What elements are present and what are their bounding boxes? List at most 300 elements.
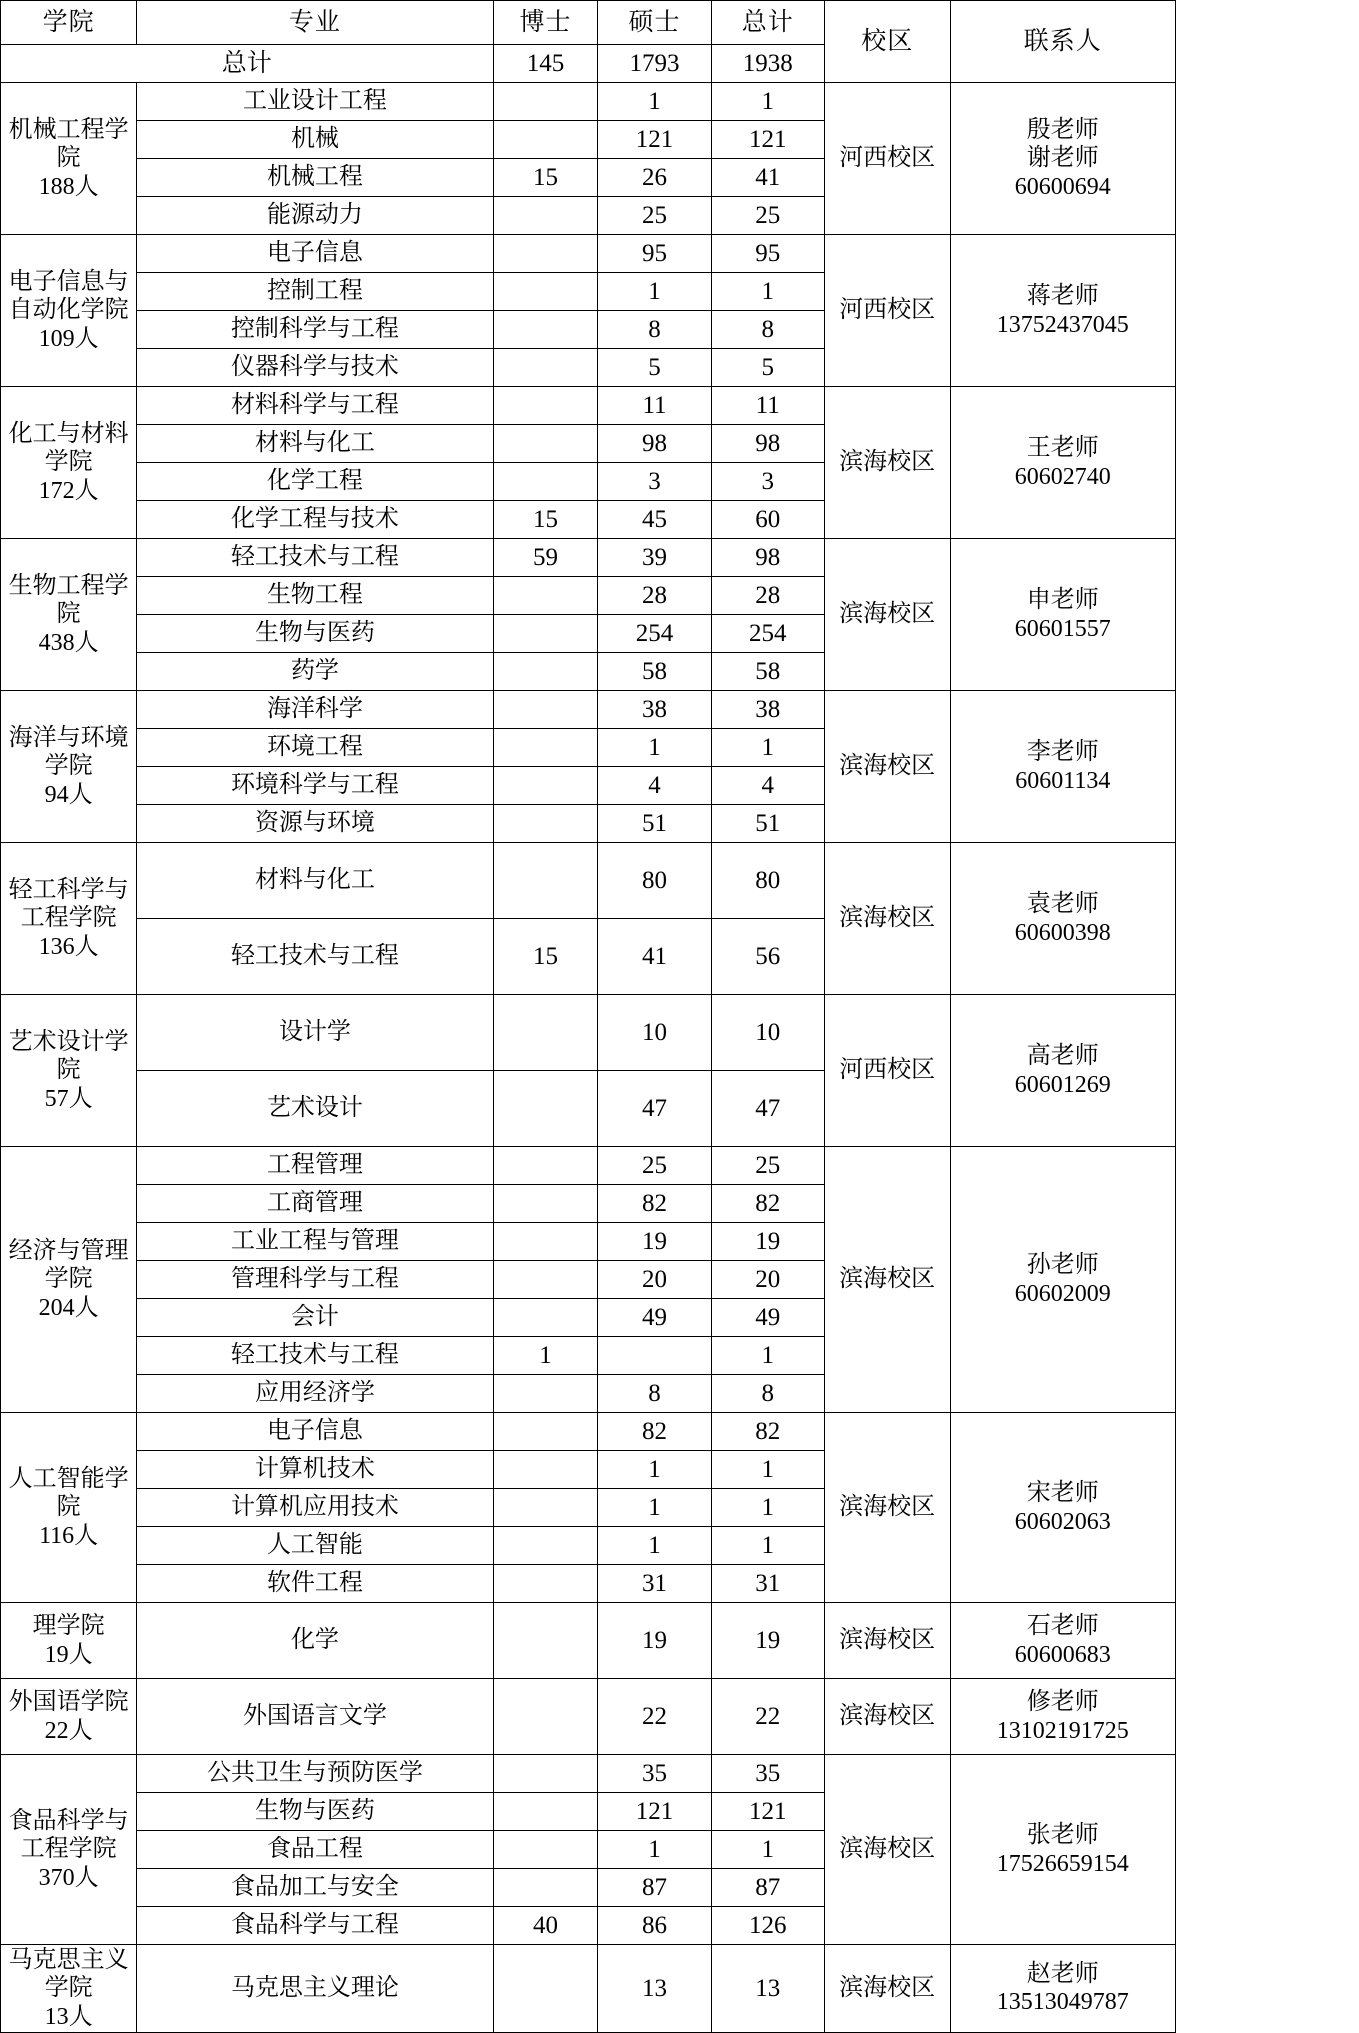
- phd-count-cell: [493, 577, 598, 615]
- major-cell: 工业设计工程: [137, 83, 493, 121]
- college-cell: [1, 387, 137, 539]
- table-row: [1, 1755, 1176, 1793]
- college-cell-line: 学院: [44, 449, 93, 476]
- contact-cell-line: 高老师: [1026, 1043, 1099, 1070]
- total-count-cell: 19: [711, 1603, 824, 1679]
- major-cell: 控制科学与工程: [137, 311, 493, 349]
- campus-cell: 滨海校区: [824, 843, 950, 995]
- phd-count-cell: [493, 1869, 598, 1907]
- college-cell: [1, 995, 137, 1147]
- college-cell-line: 轻工科学与: [8, 877, 129, 904]
- contact-cell-line: 13513049787: [996, 1989, 1129, 2016]
- total-count-cell: 82: [711, 1413, 824, 1451]
- major-cell: 海洋科学: [137, 691, 493, 729]
- header-master: 硕士: [598, 1, 711, 45]
- total-count-cell: 51: [711, 805, 824, 843]
- college-cell-line: 外国语学院: [8, 1689, 129, 1716]
- table-row: [1, 539, 1176, 577]
- table-header-row: [1, 1, 1176, 45]
- major-cell: 工商管理: [137, 1185, 493, 1223]
- contact-cell: [950, 691, 1175, 843]
- contact-cell-line: 60602063: [1014, 1508, 1111, 1535]
- major-cell: 环境科学与工程: [137, 767, 493, 805]
- table-row: [1, 387, 1176, 425]
- total-count-cell: 35: [711, 1755, 824, 1793]
- header-campus: 校区: [824, 1, 950, 83]
- contact-cell-line: 13752437045: [996, 311, 1129, 338]
- master-count-cell: 8: [598, 1375, 711, 1413]
- college-cell: [1, 83, 137, 235]
- master-count-cell: 121: [598, 121, 711, 159]
- major-cell: 化学: [137, 1603, 493, 1679]
- master-count-cell: 19: [598, 1223, 711, 1261]
- major-cell: 仪器科学与技术: [137, 349, 493, 387]
- college-cell-line: 57人: [44, 1085, 93, 1112]
- college-cell-line: 438人: [38, 629, 99, 656]
- campus-cell: 河西校区: [824, 995, 950, 1147]
- phd-count-cell: [493, 805, 598, 843]
- total-count-cell: 8: [711, 1375, 824, 1413]
- total-count-cell: 20: [711, 1261, 824, 1299]
- contact-cell: [950, 1945, 1175, 2033]
- phd-count-cell: 1: [493, 1337, 598, 1375]
- college-cell-line: 理学院: [32, 1613, 105, 1640]
- phd-count-cell: [493, 1223, 598, 1261]
- total-count-cell: 80: [711, 843, 824, 919]
- total-count-cell: 3: [711, 463, 824, 501]
- phd-count-cell: [493, 1679, 598, 1755]
- master-count-cell: 25: [598, 1147, 711, 1185]
- campus-cell: 滨海校区: [824, 1755, 950, 1945]
- total-count-cell: 4: [711, 767, 824, 805]
- phd-count-cell: [493, 387, 598, 425]
- contact-cell-line: 孙老师: [1026, 1252, 1099, 1279]
- campus-cell: 滨海校区: [824, 1945, 950, 2033]
- phd-count-cell: [493, 83, 598, 121]
- total-count-cell: 1: [711, 83, 824, 121]
- contact-cell-line: 60601557: [1014, 615, 1111, 642]
- contact-cell-line: 修老师: [1026, 1689, 1099, 1716]
- contact-cell-line: 袁老师: [1026, 891, 1099, 918]
- major-cell: 生物与医药: [137, 1793, 493, 1831]
- master-count-cell: 82: [598, 1185, 711, 1223]
- contact-cell-line: 60600694: [1014, 173, 1111, 200]
- contact-cell-line: 李老师: [1026, 739, 1099, 766]
- campus-cell: 滨海校区: [824, 1147, 950, 1413]
- contact-cell-line: 60602740: [1014, 463, 1111, 490]
- campus-cell: 滨海校区: [824, 539, 950, 691]
- college-cell-line: 370人: [38, 1864, 99, 1891]
- contact-cell-line: 宋老师: [1026, 1480, 1099, 1507]
- college-cell: [1, 1413, 137, 1603]
- major-cell: 会计: [137, 1299, 493, 1337]
- major-cell: 控制工程: [137, 273, 493, 311]
- phd-count-cell: 15: [493, 919, 598, 995]
- total-count-cell: 28: [711, 577, 824, 615]
- phd-count-cell: [493, 1489, 598, 1527]
- college-cell-line: 136人: [38, 933, 99, 960]
- campus-cell: 滨海校区: [824, 1603, 950, 1679]
- phd-count-cell: [493, 1375, 598, 1413]
- major-cell: 食品工程: [137, 1831, 493, 1869]
- phd-count-cell: 15: [493, 501, 598, 539]
- master-count-cell: 1: [598, 273, 711, 311]
- total-count-cell: 31: [711, 1565, 824, 1603]
- major-cell: 马克思主义理论: [137, 1945, 493, 2033]
- phd-count-cell: [493, 1185, 598, 1223]
- college-cell: [1, 691, 137, 843]
- table-body: [1, 1, 1176, 2033]
- master-count-cell: 254: [598, 615, 711, 653]
- major-cell: 机械: [137, 121, 493, 159]
- master-count-cell: 47: [598, 1071, 711, 1147]
- master-count-cell: 10: [598, 995, 711, 1071]
- summary-phd: 145: [493, 45, 598, 83]
- master-count-cell: 11: [598, 387, 711, 425]
- major-cell: 生物工程: [137, 577, 493, 615]
- total-count-cell: 95: [711, 235, 824, 273]
- major-cell: 材料与化工: [137, 425, 493, 463]
- total-count-cell: 1: [711, 1489, 824, 1527]
- master-count-cell: 13: [598, 1945, 711, 2033]
- major-cell: 工业工程与管理: [137, 1223, 493, 1261]
- contact-cell-line: 申老师: [1026, 587, 1099, 614]
- phd-count-cell: 59: [493, 539, 598, 577]
- college-cell-line: 工程学院: [20, 1836, 117, 1863]
- college-cell-line: 食品科学与: [8, 1808, 129, 1835]
- major-cell: 机械工程: [137, 159, 493, 197]
- master-count-cell: 19: [598, 1603, 711, 1679]
- major-cell: 化学工程与技术: [137, 501, 493, 539]
- major-cell: 电子信息: [137, 1413, 493, 1451]
- college-cell-line: 马克思主义: [8, 1947, 129, 1973]
- phd-count-cell: [493, 843, 598, 919]
- campus-cell: 滨海校区: [824, 691, 950, 843]
- master-count-cell: 41: [598, 919, 711, 995]
- contact-cell: [950, 1679, 1175, 1755]
- college-cell: [1, 539, 137, 691]
- total-count-cell: 22: [711, 1679, 824, 1755]
- total-count-cell: 98: [711, 425, 824, 463]
- header-phd: 博士: [493, 1, 598, 45]
- total-count-cell: 1: [711, 1831, 824, 1869]
- total-count-cell: 58: [711, 653, 824, 691]
- table-row: [1, 843, 1176, 919]
- contact-cell-line: 17526659154: [996, 1850, 1129, 1877]
- college-cell-line: 院: [56, 601, 81, 628]
- total-count-cell: 10: [711, 995, 824, 1071]
- table-row: [1, 1603, 1176, 1679]
- total-count-cell: 87: [711, 1869, 824, 1907]
- major-cell: 食品加工与安全: [137, 1869, 493, 1907]
- summary-label: 总计: [1, 45, 494, 83]
- master-count-cell: 8: [598, 311, 711, 349]
- master-count-cell: 35: [598, 1755, 711, 1793]
- master-count-cell: 1: [598, 1831, 711, 1869]
- college-cell-line: 电子信息与: [8, 269, 129, 296]
- table-row: [1, 83, 1176, 121]
- phd-count-cell: 40: [493, 1907, 598, 1945]
- total-count-cell: 11: [711, 387, 824, 425]
- total-count-cell: 13: [711, 1945, 824, 2033]
- total-count-cell: 98: [711, 539, 824, 577]
- master-count-cell: 121: [598, 1793, 711, 1831]
- total-count-cell: 1: [711, 1451, 824, 1489]
- phd-count-cell: [493, 1413, 598, 1451]
- contact-cell-line: 殷老师: [1026, 117, 1099, 144]
- college-cell-line: 院: [56, 145, 81, 172]
- major-cell: 计算机应用技术: [137, 1489, 493, 1527]
- master-count-cell: 1: [598, 729, 711, 767]
- contact-cell-line: 石老师: [1026, 1613, 1099, 1640]
- total-count-cell: 121: [711, 1793, 824, 1831]
- major-cell: 软件工程: [137, 1565, 493, 1603]
- phd-count-cell: [493, 463, 598, 501]
- master-count-cell: 31: [598, 1565, 711, 1603]
- college-cell: [1, 843, 137, 995]
- table-row: [1, 1679, 1176, 1755]
- master-count-cell: 95: [598, 235, 711, 273]
- campus-cell: 河西校区: [824, 235, 950, 387]
- master-count-cell: 1: [598, 1451, 711, 1489]
- college-cell: [1, 1755, 137, 1945]
- contact-cell-line: 60601134: [1015, 767, 1111, 794]
- summary-total: 1938: [711, 45, 824, 83]
- contact-cell: [950, 1755, 1175, 1945]
- master-count-cell: 87: [598, 1869, 711, 1907]
- major-cell: 资源与环境: [137, 805, 493, 843]
- contact-cell-line: 60600398: [1014, 919, 1111, 946]
- college-cell-line: 学院: [44, 1975, 93, 2002]
- major-cell: 人工智能: [137, 1527, 493, 1565]
- college-cell-line: 13人: [44, 2003, 93, 2030]
- contact-cell: [950, 539, 1175, 691]
- phd-count-cell: [493, 1147, 598, 1185]
- phd-count-cell: [493, 235, 598, 273]
- college-cell-line: 22人: [44, 1717, 93, 1744]
- master-count-cell: 82: [598, 1413, 711, 1451]
- contact-cell: [950, 83, 1175, 235]
- major-cell: 电子信息: [137, 235, 493, 273]
- campus-cell: 河西校区: [824, 83, 950, 235]
- phd-count-cell: [493, 995, 598, 1071]
- college-cell-line: 化工与材料: [8, 421, 129, 448]
- college-cell: [1, 1679, 137, 1755]
- total-count-cell: 38: [711, 691, 824, 729]
- total-count-cell: 49: [711, 1299, 824, 1337]
- college-cell-line: 204人: [38, 1294, 99, 1321]
- major-cell: 应用经济学: [137, 1375, 493, 1413]
- major-cell: 计算机技术: [137, 1451, 493, 1489]
- college-cell-line: 188人: [38, 173, 99, 200]
- college-cell-line: 海洋与环境: [8, 725, 129, 752]
- college-cell-line: 学院: [44, 753, 93, 780]
- phd-count-cell: [493, 615, 598, 653]
- phd-count-cell: [493, 1831, 598, 1869]
- college-cell-line: 自动化学院: [8, 297, 129, 324]
- major-cell: 轻工技术与工程: [137, 1337, 493, 1375]
- contact-cell: [950, 1603, 1175, 1679]
- phd-count-cell: [493, 1451, 598, 1489]
- phd-count-cell: [493, 273, 598, 311]
- master-count-cell: 86: [598, 1907, 711, 1945]
- major-cell: 化学工程: [137, 463, 493, 501]
- contact-cell: [950, 1413, 1175, 1603]
- major-cell: 管理科学与工程: [137, 1261, 493, 1299]
- total-count-cell: 126: [711, 1907, 824, 1945]
- contact-cell: [950, 387, 1175, 539]
- phd-count-cell: [493, 1793, 598, 1831]
- college-cell-line: 学院: [44, 1266, 93, 1293]
- total-count-cell: 5: [711, 349, 824, 387]
- master-count-cell: 49: [598, 1299, 711, 1337]
- phd-count-cell: [493, 349, 598, 387]
- master-count-cell: 39: [598, 539, 711, 577]
- master-count-cell: 4: [598, 767, 711, 805]
- master-count-cell: 80: [598, 843, 711, 919]
- college-cell-line: 机械工程学: [8, 117, 129, 144]
- master-count-cell: 26: [598, 159, 711, 197]
- total-count-cell: 254: [711, 615, 824, 653]
- contact-cell-line: 谢老师: [1026, 145, 1099, 172]
- total-count-cell: 47: [711, 1071, 824, 1147]
- phd-count-cell: [493, 197, 598, 235]
- college-cell-line: 院: [56, 1494, 81, 1521]
- phd-count-cell: [493, 691, 598, 729]
- phd-count-cell: [493, 1261, 598, 1299]
- phd-count-cell: [493, 1603, 598, 1679]
- contact-cell-line: 60601269: [1014, 1071, 1111, 1098]
- major-cell: 工程管理: [137, 1147, 493, 1185]
- college-cell-line: 172人: [38, 477, 99, 504]
- table-row: [1, 235, 1176, 273]
- master-count-cell: 38: [598, 691, 711, 729]
- header-total: 总计: [711, 1, 824, 45]
- summary-master: 1793: [598, 45, 711, 83]
- phd-count-cell: [493, 121, 598, 159]
- phd-count-cell: [493, 729, 598, 767]
- contact-cell-line: 60602009: [1014, 1280, 1111, 1307]
- major-cell: 轻工技术与工程: [137, 919, 493, 995]
- contact-cell-line: 13102191725: [996, 1717, 1129, 1744]
- phd-count-cell: [493, 1071, 598, 1147]
- master-count-cell: 3: [598, 463, 711, 501]
- major-cell: 材料与化工: [137, 843, 493, 919]
- header-college: 学院: [1, 1, 137, 45]
- college-cell: [1, 1147, 137, 1413]
- master-count-cell: 1: [598, 1527, 711, 1565]
- total-count-cell: 19: [711, 1223, 824, 1261]
- contact-cell: [950, 1147, 1175, 1413]
- phd-count-cell: [493, 1565, 598, 1603]
- major-cell: 药学: [137, 653, 493, 691]
- master-count-cell: 20: [598, 1261, 711, 1299]
- master-count-cell: 1: [598, 83, 711, 121]
- college-cell-line: 工程学院: [20, 905, 117, 932]
- total-count-cell: 41: [711, 159, 824, 197]
- college-cell-line: 生物工程学: [8, 573, 129, 600]
- major-cell: 设计学: [137, 995, 493, 1071]
- master-count-cell: 5: [598, 349, 711, 387]
- college-cell: [1, 1603, 137, 1679]
- college-cell-line: 109人: [38, 325, 99, 352]
- college-cell: [1, 235, 137, 387]
- contact-cell-line: 王老师: [1026, 435, 1099, 462]
- major-cell: 环境工程: [137, 729, 493, 767]
- major-cell: 生物与医药: [137, 615, 493, 653]
- college-cell-line: 经济与管理: [8, 1238, 129, 1265]
- total-count-cell: 8: [711, 311, 824, 349]
- phd-count-cell: [493, 425, 598, 463]
- major-cell: 材料科学与工程: [137, 387, 493, 425]
- phd-count-cell: [493, 653, 598, 691]
- college-cell-line: 人工智能学: [8, 1466, 129, 1493]
- master-count-cell: 22: [598, 1679, 711, 1755]
- master-count-cell: 45: [598, 501, 711, 539]
- college-cell-line: 116人: [39, 1522, 99, 1549]
- major-cell: 公共卫生与预防医学: [137, 1755, 493, 1793]
- phd-count-cell: [493, 311, 598, 349]
- total-count-cell: 82: [711, 1185, 824, 1223]
- phd-count-cell: [493, 1755, 598, 1793]
- table-row: [1, 995, 1176, 1071]
- major-cell: 轻工技术与工程: [137, 539, 493, 577]
- master-count-cell: 1: [598, 1489, 711, 1527]
- master-count-cell: 51: [598, 805, 711, 843]
- college-cell-line: 院: [56, 1057, 81, 1084]
- college-cell-line: 19人: [44, 1641, 93, 1668]
- phd-count-cell: [493, 767, 598, 805]
- table-row: [1, 1413, 1176, 1451]
- total-count-cell: 25: [711, 197, 824, 235]
- master-count-cell: 58: [598, 653, 711, 691]
- master-count-cell: [598, 1337, 711, 1375]
- contact-cell: [950, 235, 1175, 387]
- total-count-cell: 1: [711, 273, 824, 311]
- college-cell-line: 艺术设计学: [8, 1029, 129, 1056]
- total-count-cell: 25: [711, 1147, 824, 1185]
- total-count-cell: 1: [711, 1337, 824, 1375]
- header-contact: 联系人: [950, 1, 1175, 83]
- header-major: 专业: [137, 1, 493, 45]
- contact-cell-line: 赵老师: [1026, 1961, 1099, 1988]
- phd-count-cell: 15: [493, 159, 598, 197]
- table-row: [1, 691, 1176, 729]
- major-cell: 能源动力: [137, 197, 493, 235]
- total-count-cell: 1: [711, 1527, 824, 1565]
- total-count-cell: 1: [711, 729, 824, 767]
- master-count-cell: 25: [598, 197, 711, 235]
- campus-cell: 滨海校区: [824, 1413, 950, 1603]
- major-cell: 食品科学与工程: [137, 1907, 493, 1945]
- table-row: [1, 1945, 1176, 2033]
- contact-cell-line: 张老师: [1026, 1822, 1099, 1849]
- contact-cell-line: 蒋老师: [1026, 283, 1099, 310]
- total-count-cell: 121: [711, 121, 824, 159]
- total-count-cell: 56: [711, 919, 824, 995]
- phd-count-cell: [493, 1945, 598, 2033]
- contact-cell: [950, 995, 1175, 1147]
- master-count-cell: 98: [598, 425, 711, 463]
- campus-cell: 滨海校区: [824, 1679, 950, 1755]
- major-cell: 艺术设计: [137, 1071, 493, 1147]
- table-row: [1, 1147, 1176, 1185]
- major-cell: 外国语言文学: [137, 1679, 493, 1755]
- contact-cell-line: 60600683: [1014, 1641, 1111, 1668]
- total-count-cell: 60: [711, 501, 824, 539]
- campus-cell: 滨海校区: [824, 387, 950, 539]
- college-cell-line: 94人: [44, 781, 93, 808]
